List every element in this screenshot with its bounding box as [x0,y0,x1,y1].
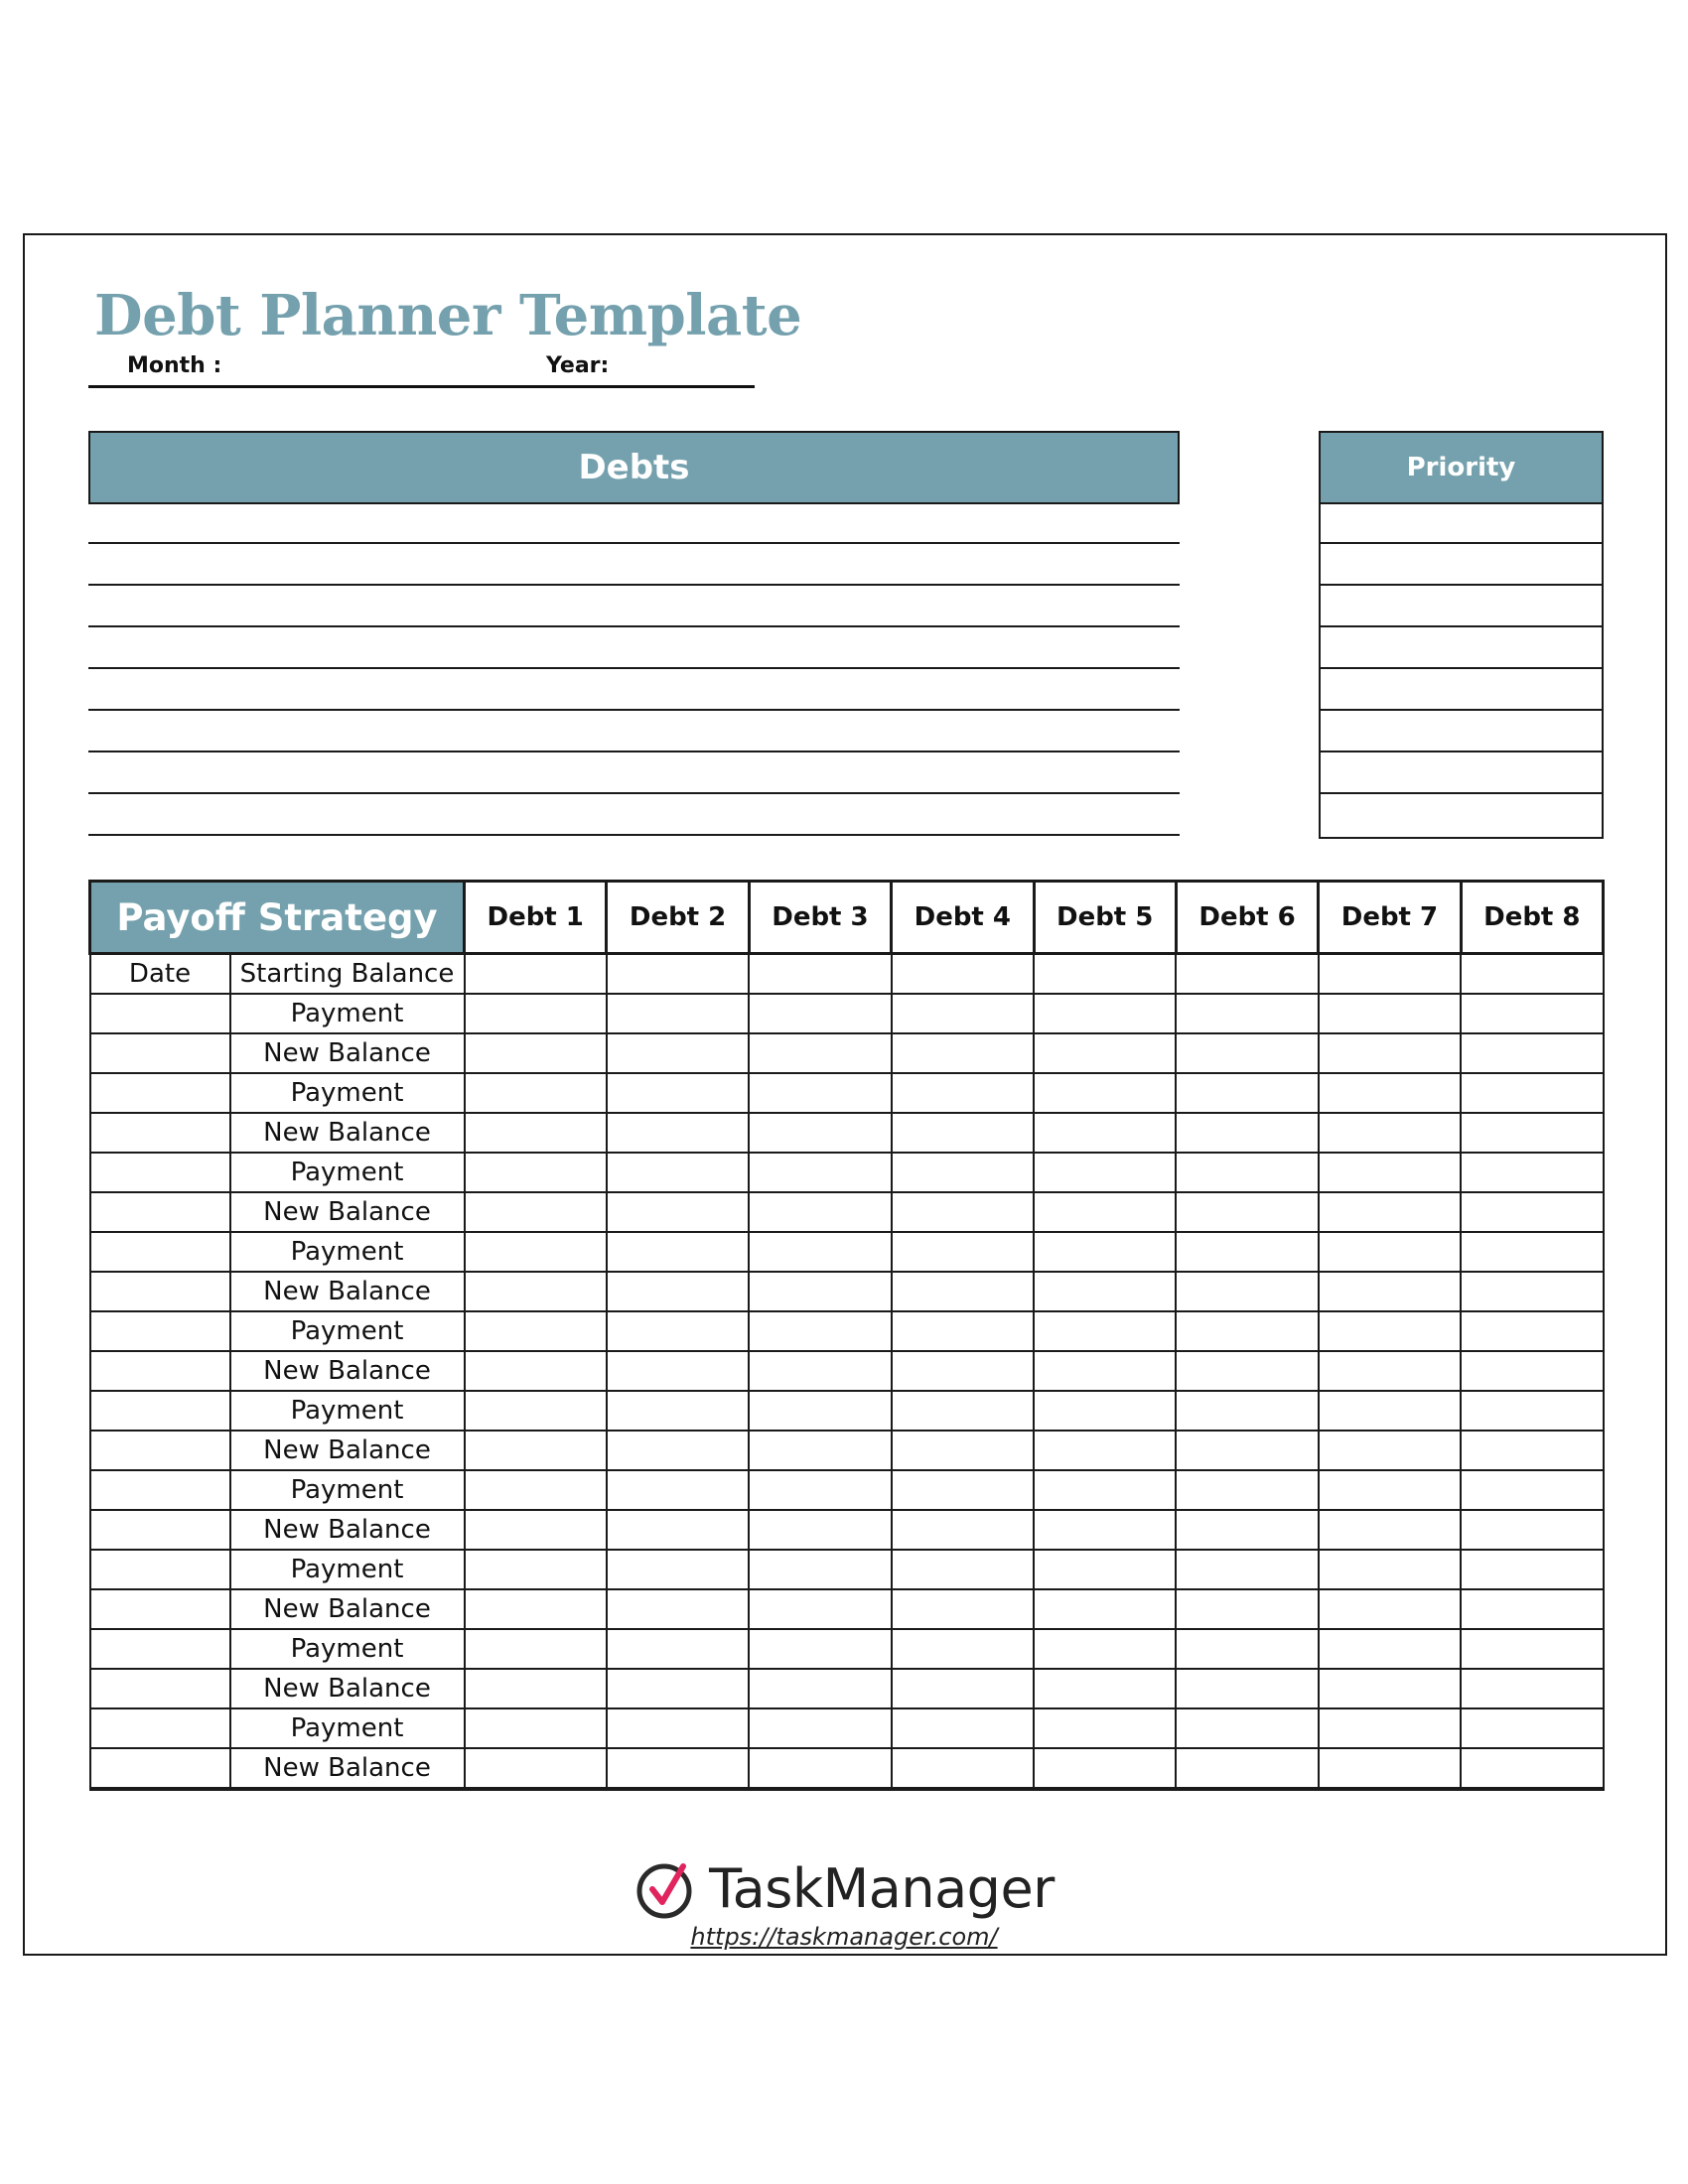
amount-cell[interactable] [607,1669,749,1708]
priority-entry-line[interactable] [1321,667,1602,669]
amount-cell[interactable] [749,1232,891,1272]
date-cell[interactable] [90,1550,230,1589]
payoff-row [90,1589,1604,1629]
payoff-strategy-table [88,880,1605,1791]
amount-cell[interactable] [1176,1033,1318,1073]
amount-cell[interactable] [749,1192,891,1232]
amount-cell[interactable] [1034,1669,1176,1708]
amount-cell[interactable] [1319,954,1461,995]
debt-entry-line[interactable] [88,709,1180,711]
amount-cell[interactable] [607,1232,749,1272]
amount-cell[interactable] [892,1192,1034,1232]
amount-cell[interactable] [892,1073,1034,1113]
amount-cell[interactable] [1319,1391,1461,1431]
amount-cell[interactable] [892,1470,1034,1510]
page-title: Debt Planner Template [94,283,802,348]
amount-cell[interactable] [1461,954,1603,995]
amount-cell[interactable] [749,1033,891,1073]
footer [0,1856,1688,1920]
debt-entry-line[interactable] [88,625,1180,627]
payoff-row [90,1033,1604,1073]
amount-cell[interactable] [607,1708,749,1748]
amount-cell[interactable] [1319,1073,1461,1113]
amount-cell[interactable] [1176,1550,1318,1589]
amount-cell[interactable] [1461,1550,1603,1589]
amount-cell[interactable] [749,954,891,995]
row-label: Payment [230,1629,465,1669]
amount-cell[interactable] [465,1629,607,1669]
amount-cell[interactable] [749,1708,891,1748]
amount-cell[interactable] [1176,1589,1318,1629]
date-cell[interactable] [90,1629,230,1669]
date-cell[interactable] [90,1192,230,1232]
amount-cell[interactable] [892,1510,1034,1550]
date-cell[interactable] [90,1748,230,1789]
payoff-row [90,1311,1604,1351]
payoff-row [90,1748,1604,1789]
amount-cell[interactable] [1319,1669,1461,1708]
amount-cell[interactable] [1319,1033,1461,1073]
priority-entry-line[interactable] [1321,751,1602,752]
amount-cell[interactable] [1176,1153,1318,1192]
payoff-row [90,1470,1604,1510]
row-label: Payment [230,1311,465,1351]
payoff-row [90,1431,1604,1470]
amount-cell[interactable] [1176,1192,1318,1232]
amount-cell[interactable] [1461,1311,1603,1351]
debt-column-header: Debt 5 [1034,882,1176,954]
amount-cell[interactable] [1319,1431,1461,1470]
amount-cell[interactable] [892,1431,1034,1470]
amount-cell[interactable] [1176,1272,1318,1311]
amount-cell[interactable] [1176,1510,1318,1550]
amount-cell[interactable] [749,1589,891,1629]
date-cell[interactable] [90,1708,230,1748]
debt-column-header: Debt 1 [465,882,607,954]
row-label: Payment [230,994,465,1033]
payoff-row [90,994,1604,1033]
amount-cell[interactable] [1319,1153,1461,1192]
amount-cell[interactable] [1176,1232,1318,1272]
payoff-row [90,1669,1604,1708]
amount-cell[interactable] [1461,1153,1603,1192]
date-cell[interactable] [90,1589,230,1629]
amount-cell[interactable] [1034,1708,1176,1748]
amount-cell[interactable] [1461,1589,1603,1629]
amount-cell[interactable] [1461,1351,1603,1391]
amount-cell[interactable] [749,994,891,1033]
amount-cell[interactable] [1176,1470,1318,1510]
checkmark-circle-icon [633,1856,697,1920]
payoff-row [90,1391,1604,1431]
amount-cell[interactable] [1034,1470,1176,1510]
amount-cell[interactable] [1319,994,1461,1033]
amount-cell[interactable] [749,1113,891,1153]
amount-cell[interactable] [607,1589,749,1629]
date-cell[interactable] [90,1669,230,1708]
priority-entry-line[interactable] [1321,542,1602,544]
amount-cell[interactable] [465,1272,607,1311]
amount-cell[interactable] [607,1431,749,1470]
amount-cell[interactable] [1176,954,1318,995]
amount-cell[interactable] [465,1073,607,1113]
date-cell[interactable] [90,1391,230,1431]
amount-cell[interactable] [1461,1232,1603,1272]
date-cell[interactable] [90,1232,230,1272]
debt-entry-line[interactable] [88,542,1180,544]
amount-cell[interactable] [1034,1033,1176,1073]
debt-column-header: Debt 6 [1176,882,1318,954]
amount-cell[interactable] [1034,1153,1176,1192]
amount-cell[interactable] [607,1629,749,1669]
row-label: Payment [230,1708,465,1748]
amount-cell[interactable] [607,1510,749,1550]
amount-cell[interactable] [749,1748,891,1789]
date-cell[interactable] [90,1153,230,1192]
amount-cell[interactable] [1319,1589,1461,1629]
amount-cell[interactable] [1461,1391,1603,1431]
payoff-row [90,1272,1604,1311]
amount-cell[interactable] [1034,1629,1176,1669]
amount-cell[interactable] [465,1311,607,1351]
row-label: New Balance [230,1033,465,1073]
amount-cell[interactable] [892,1351,1034,1391]
amount-cell[interactable] [1034,1589,1176,1629]
amount-cell[interactable] [1319,1351,1461,1391]
priority-entry-line[interactable] [1321,625,1602,627]
amount-cell[interactable] [465,1708,607,1748]
amount-cell[interactable] [1176,1391,1318,1431]
amount-cell[interactable] [465,1113,607,1153]
amount-cell[interactable] [1319,1311,1461,1351]
amount-cell[interactable] [1034,1311,1176,1351]
amount-cell[interactable] [1461,1510,1603,1550]
amount-cell[interactable] [1319,1708,1461,1748]
amount-cell[interactable] [1461,1073,1603,1113]
amount-cell[interactable] [465,1391,607,1431]
date-cell[interactable] [90,1510,230,1550]
row-label: New Balance [230,1510,465,1550]
row-label: New Balance [230,1192,465,1232]
payoff-row [90,1113,1604,1153]
amount-cell[interactable] [892,1272,1034,1311]
amount-cell[interactable] [1176,994,1318,1033]
amount-cell[interactable] [1176,1629,1318,1669]
payoff-row [90,1708,1604,1748]
amount-cell[interactable] [1319,1748,1461,1789]
amount-cell[interactable] [607,1550,749,1589]
row-label: New Balance [230,1272,465,1311]
amount-cell[interactable] [1461,1629,1603,1669]
amount-cell[interactable] [1319,1192,1461,1232]
debts-header-label: Debts [578,448,690,487]
amount-cell[interactable] [892,954,1034,995]
row-label: New Balance [230,1351,465,1391]
amount-cell[interactable] [1319,1232,1461,1272]
payoff-row [90,1550,1604,1589]
amount-cell[interactable] [749,1550,891,1589]
amount-cell[interactable] [465,1192,607,1232]
row-label: Payment [230,1391,465,1431]
month-year-underline [88,385,755,388]
debt-column-header: Debt 4 [892,882,1034,954]
amount-cell[interactable] [892,1391,1034,1431]
amount-cell[interactable] [465,954,607,995]
amount-cell[interactable] [1034,1510,1176,1550]
amount-cell[interactable] [1034,994,1176,1033]
amount-cell[interactable] [607,994,749,1033]
amount-cell[interactable] [892,1629,1034,1669]
brand-logo [633,1856,1055,1920]
amount-cell[interactable] [892,994,1034,1033]
brand-name: TaskManager [709,1856,1055,1920]
amount-cell[interactable] [1319,1550,1461,1589]
amount-cell[interactable] [1461,1192,1603,1232]
amount-cell[interactable] [607,1311,749,1351]
amount-cell[interactable] [465,1510,607,1550]
payoff-row [90,1153,1604,1192]
payoff-row [90,1351,1604,1391]
amount-cell[interactable] [892,1669,1034,1708]
payoff-row [90,1629,1604,1669]
debt-entry-line[interactable] [88,751,1180,752]
payoff-row [90,954,1604,995]
date-cell[interactable] [90,994,230,1033]
amount-cell[interactable] [892,1708,1034,1748]
amount-cell[interactable] [607,1192,749,1232]
amount-cell[interactable] [1461,1033,1603,1073]
amount-cell[interactable] [1034,1431,1176,1470]
amount-cell[interactable] [1176,1351,1318,1391]
debt-column-header: Debt 8 [1461,882,1603,954]
row-label: Starting Balance [230,954,465,995]
row-label: Payment [230,1550,465,1589]
row-label: Payment [230,1073,465,1113]
priority-entry-line[interactable] [1321,709,1602,711]
priority-header-label: Priority [1406,453,1516,482]
amount-cell[interactable] [607,1272,749,1311]
amount-cell[interactable] [1319,1470,1461,1510]
amount-cell[interactable] [607,1351,749,1391]
amount-cell[interactable] [465,1431,607,1470]
payoff-body [90,954,1604,1790]
amount-cell[interactable] [1034,1272,1176,1311]
amount-cell[interactable] [749,1272,891,1311]
priority-header [1319,431,1604,504]
amount-cell[interactable] [1319,1629,1461,1669]
amount-cell[interactable] [749,1629,891,1669]
amount-cell[interactable] [607,1113,749,1153]
date-cell[interactable] [90,1470,230,1510]
amount-cell[interactable] [1034,1232,1176,1272]
amount-cell[interactable] [1034,1391,1176,1431]
amount-cell[interactable] [1461,1708,1603,1748]
amount-cell[interactable] [607,1748,749,1789]
amount-cell[interactable] [1034,1351,1176,1391]
amount-cell[interactable] [465,1153,607,1192]
payoff-header-row [90,882,1604,954]
amount-cell[interactable] [607,954,749,995]
amount-cell[interactable] [465,1351,607,1391]
date-cell[interactable] [90,1311,230,1351]
debt-entry-line[interactable] [88,792,1180,794]
amount-cell[interactable] [749,1153,891,1192]
amount-cell[interactable] [465,1470,607,1510]
amount-cell[interactable] [607,1470,749,1510]
month-label: Month : [127,353,222,378]
amount-cell[interactable] [749,1073,891,1113]
debt-column-header: Debt 7 [1319,882,1461,954]
amount-cell[interactable] [1461,994,1603,1033]
amount-cell[interactable] [892,1033,1034,1073]
date-cell[interactable] [90,1033,230,1073]
row-label: New Balance [230,1113,465,1153]
amount-cell[interactable] [465,994,607,1033]
amount-cell[interactable] [1176,1748,1318,1789]
amount-cell[interactable] [1319,1510,1461,1550]
payoff-row [90,1232,1604,1272]
amount-cell[interactable] [1176,1669,1318,1708]
amount-cell[interactable] [1461,1470,1603,1510]
date-cell[interactable] [90,1351,230,1391]
amount-cell[interactable] [1034,954,1176,995]
amount-cell[interactable] [1176,1113,1318,1153]
amount-cell[interactable] [465,1589,607,1629]
amount-cell[interactable] [465,1550,607,1589]
row-label: Payment [230,1153,465,1192]
row-label: Payment [230,1232,465,1272]
amount-cell[interactable] [465,1232,607,1272]
amount-cell[interactable] [892,1311,1034,1351]
date-column-label: Date [90,954,230,995]
amount-cell[interactable] [749,1391,891,1431]
debt-column-header: Debt 2 [607,882,749,954]
amount-cell[interactable] [892,1153,1034,1192]
priority-list [1319,502,1604,839]
amount-cell[interactable] [892,1589,1034,1629]
amount-cell[interactable] [749,1311,891,1351]
amount-cell[interactable] [1034,1748,1176,1789]
amount-cell[interactable] [1034,1550,1176,1589]
amount-cell[interactable] [892,1748,1034,1789]
amount-cell[interactable] [1176,1431,1318,1470]
debt-entry-line[interactable] [88,667,1180,669]
amount-cell[interactable] [749,1669,891,1708]
debts-header [88,431,1180,504]
amount-cell[interactable] [1034,1113,1176,1153]
amount-cell[interactable] [1034,1073,1176,1113]
payoff-row [90,1073,1604,1113]
amount-cell[interactable] [1319,1272,1461,1311]
amount-cell[interactable] [892,1550,1034,1589]
date-cell[interactable] [90,1431,230,1470]
amount-cell[interactable] [1461,1113,1603,1153]
amount-cell[interactable] [892,1113,1034,1153]
amount-cell[interactable] [1461,1748,1603,1789]
amount-cell[interactable] [1176,1073,1318,1113]
amount-cell[interactable] [607,1391,749,1431]
amount-cell[interactable] [749,1470,891,1510]
row-label: New Balance [230,1589,465,1629]
priority-entry-line[interactable] [1321,792,1602,794]
amount-cell[interactable] [465,1033,607,1073]
debt-entry-line[interactable] [88,834,1180,836]
row-label: New Balance [230,1669,465,1708]
year-label: Year: [546,353,610,378]
row-label: New Balance [230,1431,465,1470]
date-cell[interactable] [90,1272,230,1311]
payoff-row [90,1510,1604,1550]
amount-cell[interactable] [1176,1311,1318,1351]
date-cell[interactable] [90,1113,230,1153]
date-cell[interactable] [90,1073,230,1113]
amount-cell[interactable] [749,1510,891,1550]
debt-column-header: Debt 3 [749,882,891,954]
amount-cell[interactable] [607,1033,749,1073]
debt-entry-line[interactable] [88,584,1180,586]
amount-cell[interactable] [607,1073,749,1113]
priority-entry-line[interactable] [1321,584,1602,586]
amount-cell[interactable] [749,1431,891,1470]
payoff-row [90,1192,1604,1232]
amount-cell[interactable] [465,1748,607,1789]
amount-cell[interactable] [749,1351,891,1391]
payoff-strategy-header: Payoff Strategy [90,882,465,954]
amount-cell[interactable] [465,1669,607,1708]
amount-cell[interactable] [607,1153,749,1192]
site-url-link[interactable]: https://taskmanager.com/ [690,1923,998,1951]
amount-cell[interactable] [1461,1669,1603,1708]
amount-cell[interactable] [1461,1272,1603,1311]
amount-cell[interactable] [1319,1113,1461,1153]
amount-cell[interactable] [892,1232,1034,1272]
amount-cell[interactable] [1034,1192,1176,1232]
row-label: Payment [230,1470,465,1510]
row-label: New Balance [230,1748,465,1789]
amount-cell[interactable] [1461,1431,1603,1470]
amount-cell[interactable] [1176,1708,1318,1748]
